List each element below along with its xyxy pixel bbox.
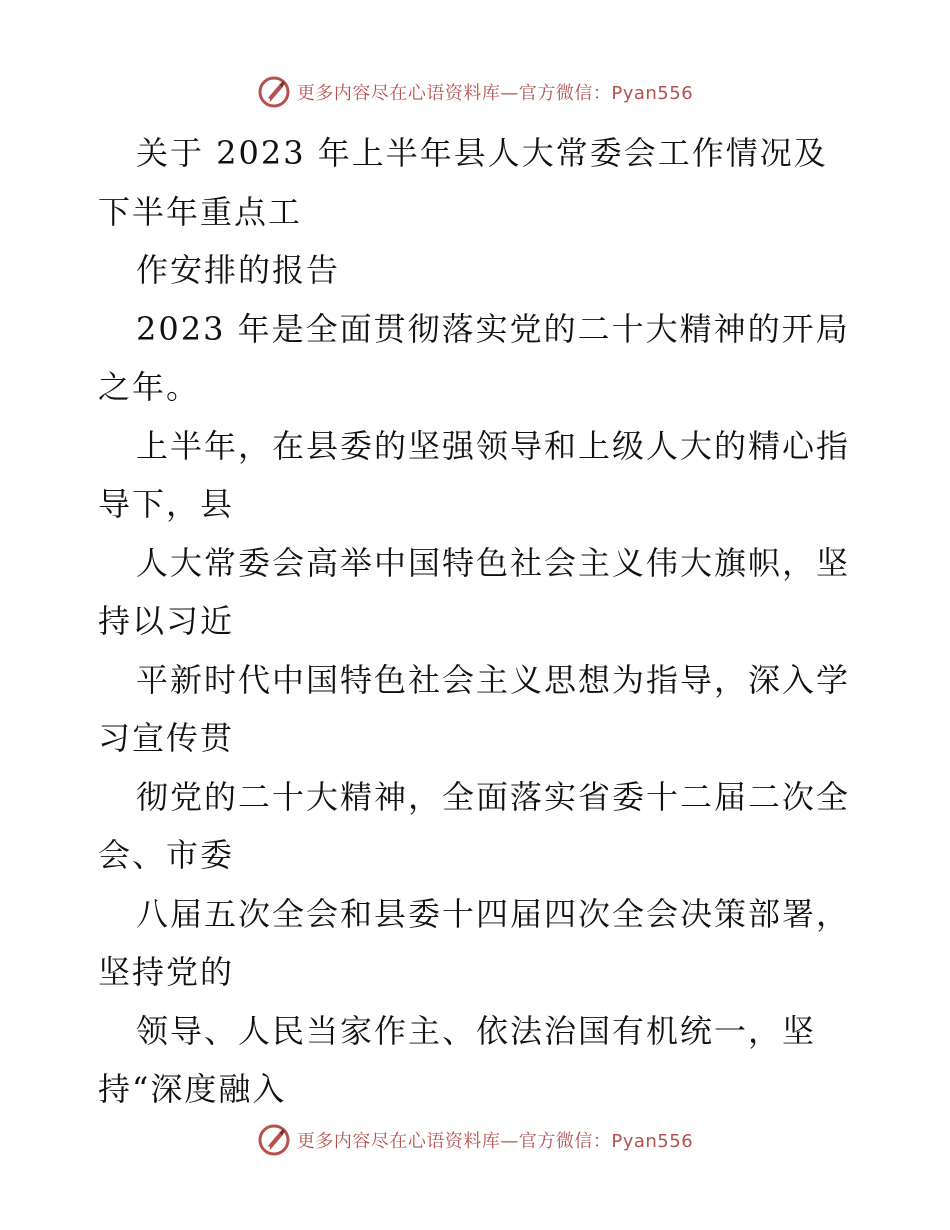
footer-watermark xyxy=(0,1120,950,1160)
paragraph-title-line-2: 作安排的报告 xyxy=(136,251,341,289)
paragraph-1: 2023 年是全面贯彻落实党的二十大精神的开局之年。 xyxy=(98,309,850,406)
document-body xyxy=(98,124,858,1119)
paragraph-7: 领导、人民当家作主、依法治国有机统一，坚持“深度融入 xyxy=(98,1011,817,1108)
paragraph-2: 上半年，在县委的坚强领导和上级人大的精心指导下，县 xyxy=(98,426,851,523)
watermark-text: 更多内容尽在心语资料库—官方微信：Pyan556 xyxy=(296,1131,694,1152)
pen-logo-icon xyxy=(257,75,291,109)
watermark-text: 更多内容尽在心语资料库—官方微信：Pyan556 xyxy=(296,83,694,104)
paragraph-4: 平新时代中国特色社会主义思想为指导，深入学习宣传贯 xyxy=(98,660,851,757)
pen-logo-icon xyxy=(257,1123,291,1157)
paragraph-5: 彻党的二十大精神，全面落实省委十二届二次全会、市委 xyxy=(98,777,851,874)
header-watermark xyxy=(0,72,950,112)
paragraph-3: 人大常委会高举中国特色社会主义伟大旗帜，坚持以习近 xyxy=(98,543,851,640)
paragraph-6: 八届五次全会和县委十四届四次全会决策部署，坚持党的 xyxy=(98,894,851,991)
paragraph-title-line-1: 关于 2023 年上半年县人大常委会工作情况及下半年重点工 xyxy=(98,134,828,231)
